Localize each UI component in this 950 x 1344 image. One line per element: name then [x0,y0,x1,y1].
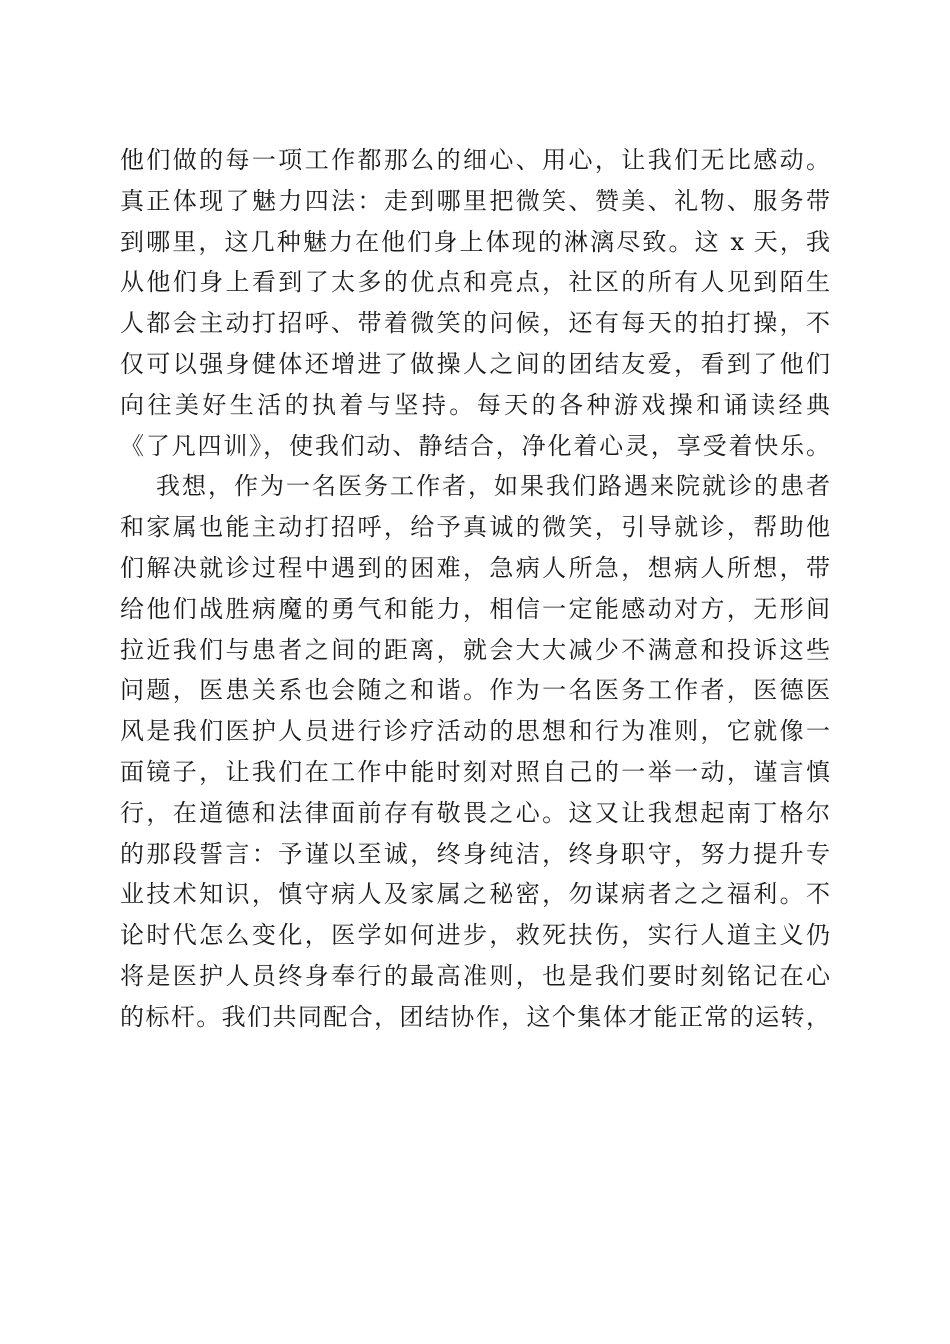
text-line: 行，在道德和法律面前存有敬畏之心。这又让我想起南丁格尔 [120,798,830,827]
text-line: 面镜子，让我们在工作中能时刻对照自己的一举一动，谨言慎 [120,757,830,786]
text-line: 的那段誓言：予谨以至诚，终身纯洁，终身职守，努力提升专 [120,839,830,868]
text-line: 他们做的每一项工作都那么的细心、用心，让我们无比感动。 [120,146,830,174]
text-line: 将是医护人员终身奉行的最高准则，也是我们要时刻铭记在心 [120,961,830,990]
text-line: 从他们身上看到了太多的优点和亮点，社区的所有人见到陌生 [120,268,830,297]
text-line: 业技术知识，慎守病人及家属之秘密，勿谋病者之之福利。不 [120,880,830,909]
paragraph-1 [120,140,830,466]
text-line: 拉近我们与患者之间的距离，就会大大减少不满意和投诉这些 [120,635,830,664]
text-line: 《了凡四训》，使我们动、静结合，净化着心灵，享受着快乐。 [120,431,830,460]
text-line: 风是我们医护人员进行诊疗活动的思想和行为准则，它就像一 [120,717,830,746]
text-line: 到哪里，这几种魅力在他们身上体现的淋漓尽致。这 x 天，我 [120,227,830,256]
text-line: 人都会主动打招呼、带着微笑的问候，还有每天的拍打操，不 [120,309,830,338]
text-line: 仅可以强身健体还增进了做操人之间的团结友爱，看到了他们 [120,349,830,378]
text-line: 问题，医患关系也会随之和谐。作为一名医务工作者，医德医 [120,676,830,705]
text-line: 真正体现了魅力四法：走到哪里把微笑、赞美、礼物、服务带 [120,186,830,215]
body-text [120,140,830,1038]
text-line: 的标杆。我们共同配合，团结协作，这个集体才能正常的运转， [120,1002,830,1031]
text-line: 论时代怎么变化，医学如何进步，救死扶伤，实行人道主义仍 [120,921,830,950]
text-line: 向往美好生活的执着与坚持。每天的各种游戏操和诵读经典 [120,390,830,419]
text-line: 们解决就诊过程中遇到的困难，急病人所急，想病人所想，带 [120,553,830,582]
text-line: 给他们战胜病魔的勇气和能力，相信一定能感动对方，无形间 [120,594,830,623]
text-line: 和家属也能主动打招呼，给予真诚的微笑，引导就诊，帮助他 [120,513,830,542]
text-line: 我想，作为一名医务工作者，如果我们路遇来院就诊的患者 [156,472,830,501]
paragraph-2 [120,466,830,1037]
